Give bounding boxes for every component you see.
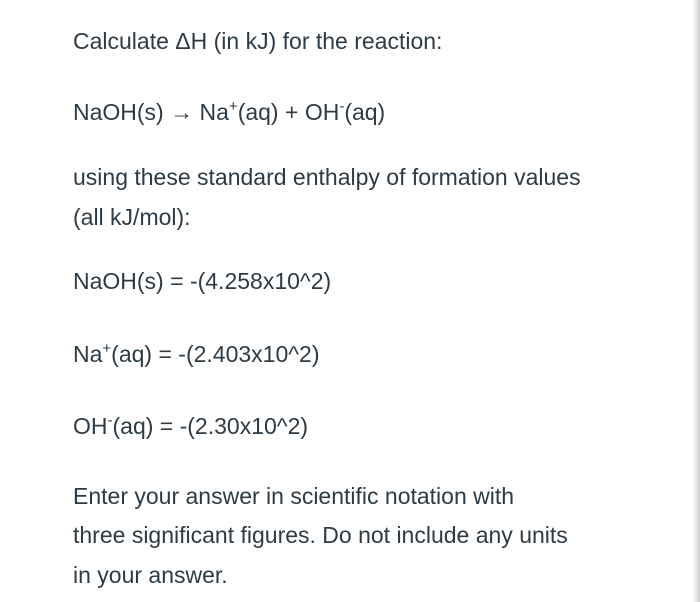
plus-sign: + [284,99,299,125]
reaction-arrow: → [170,99,194,125]
answer-instructions-line-2: three significant figures. Do not include any units [73,522,568,548]
enthalpy-value-naoh: NaOH(s) = -(4.258x10^2) [73,268,332,294]
answer-instructions-line-1: Enter your answer in scientific notation with [73,483,515,509]
enthalpy-value-oh: OH-(aq) = -(2.30x10^2) [73,412,309,439]
answer-instructions-line-3: in your answer. [73,562,228,588]
question-title: Calculate ΔH (in kJ) for the reaction: [73,28,443,54]
product-hydroxide: OH-(aq) [304,98,386,125]
instructions-line-1: using these standard enthalpy of formation values [73,164,581,190]
product-sodium: Na+(aq) [199,98,279,125]
reactant: NaOH(s) [73,99,164,125]
enthalpy-value-na: Na+(aq) = -(2.403x10^2) [73,340,320,367]
page-edge-shadow [692,0,700,602]
instructions-line-2: (all kJ/mol): [73,204,191,230]
reaction-equation [73,92,385,132]
